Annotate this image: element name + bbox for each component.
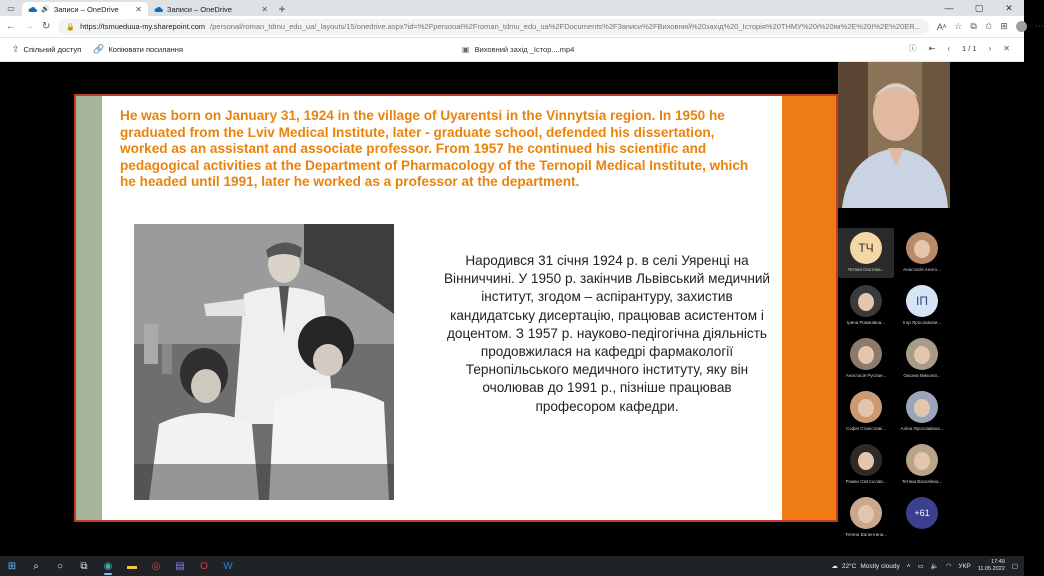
new-tab-button[interactable]: + (278, 2, 286, 16)
teams-icon[interactable]: ▤ (175, 560, 185, 572)
url-host: https://tsmueduua-my.sharepoint.com (80, 22, 206, 31)
onedrive-cloud-icon (28, 6, 37, 13)
weather-text: Mostly cloudy (860, 562, 900, 570)
speaker-video (838, 62, 950, 208)
copy-link-button[interactable] (93, 44, 183, 55)
participant-name: Тетяна Василівна... (901, 479, 943, 484)
wifi-icon[interactable]: ◠ (945, 563, 952, 570)
cortana-icon[interactable]: ○ (56, 560, 64, 572)
participant-photo (914, 346, 930, 364)
opera-icon[interactable]: O (200, 560, 208, 572)
avatar (850, 497, 882, 529)
slide-right-bar (782, 96, 836, 520)
favorite-star-icon[interactable]: ☆ (954, 21, 963, 31)
participant-name: Анастасія Анато... (903, 267, 941, 272)
start-icon[interactable]: ⊞ (7, 560, 17, 572)
onedrive-cloud-icon (154, 6, 163, 13)
link-icon: 🔗 (93, 44, 105, 54)
share-icon: ⇪ (12, 44, 20, 54)
participant-name: Ірина Романівна... (846, 320, 886, 325)
participant-name: Софія Станіславі... (846, 426, 886, 431)
onedrive-toolbar (0, 38, 1024, 62)
participant-photo (858, 399, 874, 417)
profile-avatar[interactable] (1016, 20, 1027, 34)
avatar: ІП (906, 285, 938, 317)
extensions-icon[interactable]: ⧉ (970, 21, 977, 31)
participants-grid (838, 228, 950, 543)
avatar (850, 338, 882, 370)
window-controls (934, 0, 1024, 16)
participant-tile[interactable] (838, 493, 894, 543)
file-name (462, 45, 574, 54)
avatar (850, 444, 882, 476)
reload-icon[interactable]: ↻ (42, 21, 51, 32)
participant-photo (858, 505, 874, 523)
url-path: /personal/roman_tdmu_edu_ua/_layouts/15/onedrive.aspx?id=%2Fpersonal%2Froman_tdmu_edu_ua%2FDocuments%2F3аписи%2FВиховний%20захід%20_Історія%20ТНМУ%20і%20ім%2E%20І%2E%20ЕR... (210, 22, 921, 31)
avatar (906, 391, 938, 423)
avatar (906, 444, 938, 476)
system-tray (831, 556, 1018, 576)
tab-title: Записи – OneDrive (53, 4, 119, 14)
participant-photo (914, 399, 930, 417)
show-hidden-icons-icon[interactable]: ˄ (906, 562, 911, 570)
speaker-illustration (838, 62, 950, 208)
weather-temp: 22°C (841, 562, 857, 570)
share-label: Спільний доступ (23, 45, 82, 54)
participant-tile[interactable] (894, 440, 950, 490)
address-bar (0, 16, 1044, 38)
participants-panel (838, 228, 950, 543)
copy-link-label: Копіювати посилання (108, 45, 184, 54)
share-button[interactable] (12, 44, 81, 55)
participant-tile[interactable] (838, 440, 894, 490)
avatar (906, 338, 938, 370)
maximize-icon[interactable]: ▢ (974, 2, 984, 13)
participant-tile[interactable] (838, 387, 894, 437)
slide-ukrainian-text: Народився 31 січня 1924 р. в селі Уяренці на Вінниччині. У 1950 р. закінчив Львівський медичний інститут, згодом – аспірантуру, захистив кандидатську дисертацію, працював асистентом і доцентом. З 1957 р. науково-педігогічна діяльність продовжилася на кафедрі фармакології Тернопільського медичного інституту, яку він очолював до 1991 р., пізніше працював професором кафедри. (443, 253, 771, 414)
participant-tile[interactable] (838, 228, 894, 278)
back-icon[interactable]: ← (6, 21, 16, 32)
avatar (906, 232, 938, 264)
file-name-label: Виховний захід _Істор....mp4 (474, 45, 575, 54)
volume-icon[interactable]: 🔈 (930, 563, 939, 570)
chrome-icon[interactable]: ◎ (151, 560, 161, 572)
close-viewer-icon[interactable]: ✕ (1003, 44, 1010, 53)
forward-icon[interactable]: → (24, 21, 34, 32)
clock-time: 17:49 (991, 559, 1005, 565)
windows-taskbar (0, 556, 1024, 576)
participant-photo (858, 293, 874, 311)
minimize-icon[interactable]: — (944, 3, 954, 13)
participant-photo (914, 240, 930, 258)
participant-name: Ігор Ярославови... (902, 320, 942, 325)
clock[interactable] (978, 559, 1005, 573)
audio-playing-icon[interactable]: 🔊 (41, 6, 50, 13)
url-field[interactable] (58, 19, 929, 35)
language-indicator[interactable]: УКР (958, 562, 971, 570)
participant-name: Анастасія Руслан... (845, 373, 887, 378)
slide-english-text: He was born on January 31, 1924 in the village of Uyarentsi in the Vinnytsia region. In 1950 he graduated from the Lviv Medical Institute, later - graduate school, defended his dissertation, worked as an assistant and associate professor. From 1957 he continued his scientific and pedagogical activities at the Department of Pharmacology of the Ternopil Medical Institute, which he headed until 1991, later he worked as a professor at the department. (120, 108, 749, 190)
next-page-icon[interactable]: › (988, 44, 992, 53)
cloud-icon: ☁ (831, 563, 838, 570)
participant-name: Роман Святослав... (845, 479, 887, 484)
close-window-icon[interactable]: ✕ (1005, 2, 1013, 13)
lab-photo-illustration (134, 224, 394, 500)
tab-actions-icon[interactable]: ▭ (7, 3, 15, 13)
network-icon[interactable]: ▭ (917, 563, 924, 570)
first-page-icon[interactable]: ⇤ (928, 44, 936, 53)
participant-name: Тетяна Охотяна... (847, 267, 885, 272)
participant-name: Оксана Миколаї... (903, 373, 941, 378)
participant-name: Тетяна Валентина... (844, 532, 888, 537)
edge-browser-icon[interactable]: ◉ (96, 556, 120, 576)
participant-tile[interactable] (894, 334, 950, 384)
word-icon[interactable]: W (223, 560, 233, 572)
participant-photo (858, 452, 874, 470)
avatar (850, 285, 882, 317)
archival-lab-photo (134, 224, 394, 500)
info-icon[interactable]: ⓘ (908, 44, 917, 53)
read-aloud-icon[interactable]: A A (936, 21, 947, 32)
participant-name: Аліна Ярославівна... (900, 426, 944, 431)
browser-tab-bar (0, 0, 1024, 16)
presentation-slide (74, 94, 838, 522)
lock-icon[interactable]: 🔒 (66, 23, 76, 31)
more-participants-count: +61 (906, 497, 938, 529)
page-indicator: 1 / 1 (962, 44, 977, 53)
more-participants-button[interactable] (894, 493, 950, 543)
participant-tile[interactable] (838, 334, 894, 384)
browser-tab-active[interactable] (22, 2, 148, 16)
close-tab-icon[interactable]: ✕ (261, 4, 268, 14)
participant-tile[interactable] (894, 228, 950, 278)
participant-tile[interactable] (838, 281, 894, 331)
avatar: ТЧ (850, 232, 882, 264)
collections-icon[interactable]: ⊞ (1000, 21, 1008, 31)
clock-date: 11.05.2022 (977, 566, 1005, 572)
prev-page-icon[interactable]: ‹ (947, 44, 951, 53)
weather-widget[interactable] (831, 562, 899, 570)
tab-title: Записи – OneDrive (167, 4, 232, 14)
participant-tile[interactable] (894, 387, 950, 437)
more-menu-icon[interactable]: ⋯ (1034, 21, 1044, 31)
notifications-icon[interactable]: ▢ (1011, 563, 1018, 570)
participant-photo (858, 346, 874, 364)
viewer-controls (909, 43, 1010, 54)
video-file-icon: ▣ (462, 45, 470, 54)
slide-left-bar (76, 96, 102, 520)
participant-tile[interactable] (894, 281, 950, 331)
search-icon[interactable]: ⌕ (33, 560, 39, 572)
close-tab-icon[interactable]: ✕ (135, 4, 142, 14)
avatar (850, 391, 882, 423)
file-explorer-icon[interactable]: ▬ (127, 560, 137, 572)
task-view-icon[interactable]: ⧉ (80, 560, 88, 572)
participant-photo (914, 452, 930, 470)
browser-tab[interactable] (148, 2, 274, 16)
favorites-icon[interactable]: ✩ (984, 21, 993, 31)
